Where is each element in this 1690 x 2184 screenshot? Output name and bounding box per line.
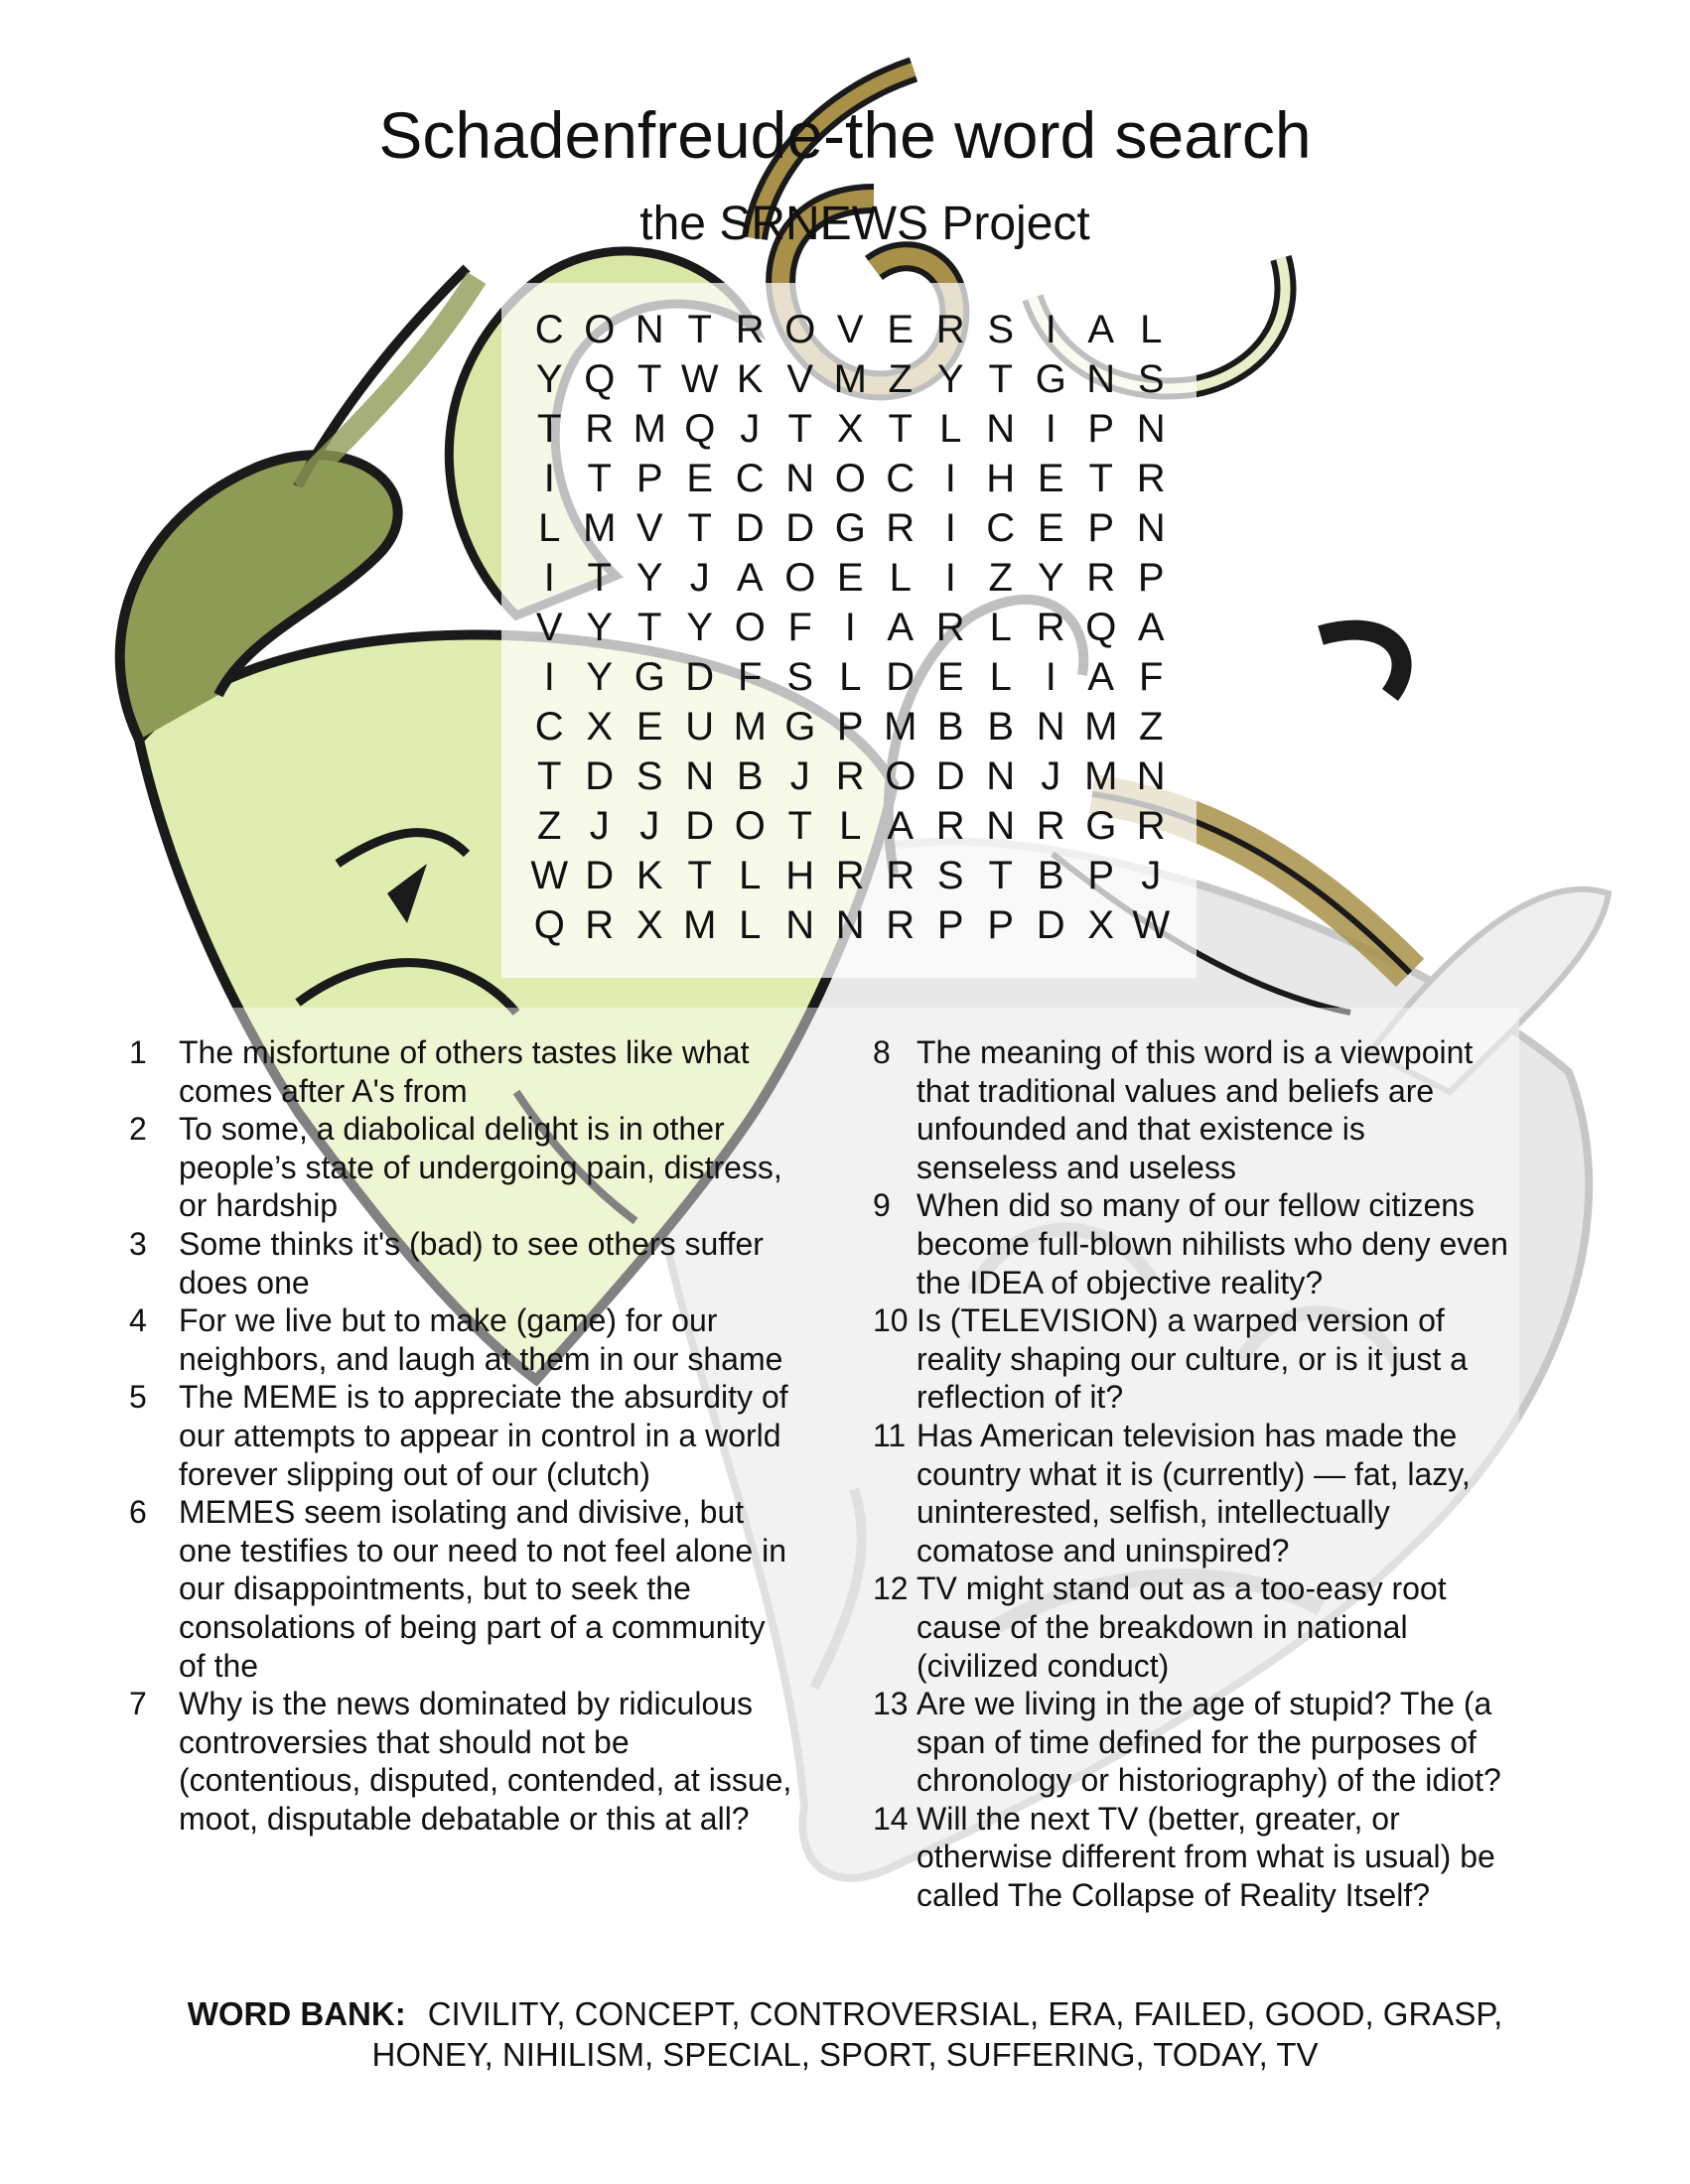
clue-number: 3 (129, 1225, 147, 1262)
grid-letter: M (633, 407, 666, 451)
grid-letter: G (784, 705, 816, 749)
page-subtitle: the SRNEWS Project (639, 198, 1090, 250)
clue-text: When did so many of our fellow citizens become full-blown nihilists who deny even the IDEA of objective reality? (916, 1187, 1508, 1300)
grid-letter: I (1045, 655, 1056, 699)
grid-letter: M (833, 357, 867, 401)
grid-letter: V (535, 606, 563, 649)
grid-letter: R (1036, 804, 1065, 848)
grid-letter: X (635, 903, 663, 947)
grid-letter: W (680, 357, 719, 401)
grid-letter: S (786, 655, 814, 699)
grid-letter: Z (888, 357, 913, 401)
grid-letter: D (785, 506, 815, 550)
clue-number: 13 (873, 1686, 909, 1722)
grid-letter: M (1084, 754, 1118, 798)
grid-letter: B (736, 754, 764, 798)
grid-letter: N (1086, 357, 1116, 401)
grid-letter: Y (586, 606, 614, 649)
grid-letter: T (537, 407, 562, 451)
grid-letter: J (689, 556, 710, 600)
grid-letter: C (534, 308, 564, 351)
grid-letter: N (986, 407, 1016, 451)
grid-letter: T (988, 854, 1013, 897)
grid-letter: T (687, 506, 712, 550)
grid-letter: O (784, 308, 816, 351)
grid-letter: N (785, 903, 815, 947)
clue-text: Will the next TV (better, greater, or otherwise different from what is usual) be called The Collapse of Reality Itself? (916, 1800, 1495, 1914)
grid-letter: Z (537, 804, 562, 848)
grid-letter: N (685, 754, 715, 798)
grid-letter: N (986, 804, 1016, 848)
grid-letter: A (887, 606, 915, 649)
clue-text: Has American television has made the country what it is (currently) — fat, lazy, uninterested, selfish, intellectually comatose and uninspired? (916, 1417, 1471, 1569)
grid-letter: D (886, 655, 915, 699)
clue-item (119, 1033, 794, 1110)
grid-letter: J (1141, 854, 1162, 897)
grid-letter: P (1087, 854, 1115, 897)
grid-letter: F (738, 655, 763, 699)
grid-letter: T (787, 407, 812, 451)
clue-number: 10 (873, 1302, 909, 1339)
clue-number: 4 (129, 1302, 147, 1339)
grid-letter: A (1087, 655, 1115, 699)
grid-letter: I (944, 556, 956, 600)
word-bank-label: WORD BANK: (187, 1995, 406, 2032)
grid-letter: I (1045, 407, 1056, 451)
grid-letter: T (988, 357, 1013, 401)
clue-item (119, 1493, 794, 1685)
grid-letter: D (1036, 903, 1065, 947)
grid-letter: A (1137, 606, 1165, 649)
grid-letter: T (537, 754, 562, 798)
clue-number: 6 (129, 1494, 147, 1531)
grid-letter: D (685, 655, 715, 699)
grid-letter: B (987, 705, 1015, 749)
grid-letter: K (736, 357, 764, 401)
grid-letter: H (986, 457, 1016, 500)
clue-text: Why is the news dominated by ridiculous controversies that should not be (contentious, disputed, contended, at issue, moot, disputable debatable or this at all? (179, 1686, 792, 1837)
clue-number: 11 (873, 1417, 907, 1453)
grid-letter: N (1136, 754, 1166, 798)
grid-letter: C (886, 457, 915, 500)
clue-item (859, 1685, 1514, 1800)
grid-letter: R (1036, 606, 1065, 649)
clue-number: 1 (129, 1034, 147, 1070)
grid-letter: F (787, 606, 812, 649)
grid-letter: B (1037, 854, 1064, 897)
grid-letter: J (1041, 754, 1061, 798)
grid-letter: T (587, 457, 612, 500)
grid-letter: I (844, 606, 856, 649)
grid-letter: G (834, 506, 866, 550)
grid-letter: Z (988, 556, 1013, 600)
grid-letter: Y (1037, 556, 1064, 600)
grid-letter: Q (533, 903, 565, 947)
grid-letter: Y (686, 606, 714, 649)
clue-number: 5 (129, 1379, 147, 1416)
grid-letter: T (787, 804, 812, 848)
grid-letter: O (584, 308, 616, 351)
clue-item (119, 1378, 794, 1493)
grid-letter: R (886, 903, 915, 947)
grid-letter: Y (586, 655, 614, 699)
grid-letter: I (1045, 308, 1056, 351)
grid-letter: S (936, 854, 964, 897)
grid-letter: O (834, 457, 866, 500)
grid-letter: I (543, 556, 555, 600)
clue-number: 2 (129, 1111, 147, 1148)
grid-letter: N (634, 308, 664, 351)
grid-letter: Y (635, 556, 663, 600)
clue-item (859, 1800, 1514, 1915)
grid-letter: M (683, 903, 717, 947)
grid-letter: P (987, 903, 1015, 947)
grid-letter: L (1140, 308, 1163, 351)
grid-letter: D (935, 754, 965, 798)
grid-letter: R (1136, 804, 1166, 848)
grid-letter: N (1136, 506, 1166, 550)
grid-letter: L (939, 407, 962, 451)
grid-letter: V (836, 308, 864, 351)
grid-letter: E (887, 308, 915, 351)
word-bank-words-1: CIVILITY, CONCEPT, CONTROVERSIAL, ERA, FAILED, GOOD, GRASP, (427, 1995, 1503, 2032)
grid-letter: L (989, 655, 1012, 699)
grid-letter: G (634, 655, 665, 699)
grid-letter: L (839, 804, 862, 848)
grid-letter: P (836, 705, 864, 749)
clue-number: 8 (873, 1034, 891, 1070)
clue-text: To some, a diabolical delight is in other people’s state of undergoing pain, distress, or hardship (179, 1111, 782, 1224)
grid-letter: R (935, 308, 965, 351)
clue-list-left (119, 1033, 794, 1838)
clue-number: 14 (873, 1800, 909, 1837)
grid-letter: S (635, 754, 663, 798)
grid-letter: Y (936, 357, 964, 401)
grid-letter: R (935, 606, 965, 649)
grid-letter: O (734, 804, 766, 848)
grid-letter: I (944, 457, 956, 500)
clue-number: 12 (873, 1570, 909, 1607)
clue-item (119, 1225, 794, 1301)
grid-letter: V (786, 357, 814, 401)
grid-letter: P (635, 457, 663, 500)
word-bank (0, 1993, 1690, 2075)
clue-text: Some thinks it's (bad) to see others suffer does one (179, 1225, 764, 1300)
grid-letter: E (686, 457, 714, 500)
grid-letter: V (635, 506, 663, 550)
grid-letter: R (886, 854, 915, 897)
grid-letter: R (585, 903, 615, 947)
clue-text: Is (TELEVISION) a warped version of reality shaping our culture, or is it just a reflection of it? (916, 1302, 1468, 1416)
grid-letter: L (989, 606, 1012, 649)
grid-letter: H (785, 854, 815, 897)
grid-letter: L (889, 556, 912, 600)
grid-letter: R (585, 407, 615, 451)
clue-item (859, 1301, 1514, 1417)
clue-item (859, 1570, 1514, 1685)
clue-number: 7 (129, 1686, 147, 1722)
grid-letter: L (839, 655, 862, 699)
grid-letter: J (740, 407, 761, 451)
clue-text: MEMES seem isolating and divisive, but one testifies to our need to not feel alone in our disappointments, but to seek the consolations of being part of a community of the (179, 1494, 786, 1684)
clue-item (119, 1301, 794, 1378)
grid-letter: O (734, 606, 766, 649)
grid-letter: P (1087, 407, 1115, 451)
grid-letter: O (784, 556, 816, 600)
grid-letter: L (538, 506, 561, 550)
grid-letter: T (888, 407, 913, 451)
grid-letter: S (987, 308, 1015, 351)
grid-letter: S (1137, 357, 1165, 401)
grid-letter: M (884, 705, 917, 749)
clue-text: The MEME is to appreciate the absurdity of our attempts to appear in control in a world forever slipping out of our (clutch) (179, 1379, 788, 1492)
grid-letter: L (739, 854, 762, 897)
grid-letter: Q (1085, 606, 1117, 649)
grid-letter: T (687, 854, 712, 897)
grid-letter: G (1085, 804, 1117, 848)
word-search-grid (524, 305, 1180, 950)
grid-letter: Z (1139, 705, 1164, 749)
grid-letter: P (936, 903, 964, 947)
grid-letter: L (739, 903, 762, 947)
grid-letter: A (887, 804, 915, 848)
grid-letter: R (735, 308, 765, 351)
grid-letter: N (785, 457, 815, 500)
grid-letter: J (589, 804, 610, 848)
grid-letter: P (1137, 556, 1165, 600)
grid-letter: X (836, 407, 864, 451)
grid-letter: R (835, 854, 865, 897)
grid-letter: G (1035, 357, 1066, 401)
grid-letter: E (836, 556, 864, 600)
grid-letter: N (1136, 407, 1166, 451)
grid-letter: W (1132, 903, 1171, 947)
grid-letter: T (637, 606, 662, 649)
clue-number: 9 (873, 1187, 891, 1224)
clue-text: The meaning of this word is a viewpoint that traditional values and beliefs are unfounded and that existence is senseless and useless (916, 1034, 1474, 1185)
word-bank-line-1 (0, 1993, 1690, 2034)
grid-letter: T (587, 556, 612, 600)
grid-letter: C (986, 506, 1016, 550)
grid-letter: D (585, 754, 615, 798)
grid-letter: X (586, 705, 614, 749)
clue-text: The misfortune of others tastes like what comes after A's from (179, 1034, 750, 1109)
grid-letter: X (1087, 903, 1115, 947)
grid-letter: E (936, 655, 964, 699)
grid-letter: R (935, 804, 965, 848)
grid-letter: M (1084, 705, 1118, 749)
grid-letter: I (944, 506, 956, 550)
grid-letter: D (685, 804, 715, 848)
grid-letter: R (1086, 556, 1116, 600)
grid-letter: Q (684, 407, 716, 451)
clue-item (119, 1685, 794, 1838)
grid-letter: I (543, 457, 555, 500)
grid-letter: N (1036, 705, 1065, 749)
grid-letter: J (639, 804, 660, 848)
grid-letter: K (635, 854, 663, 897)
grid-letter: F (1139, 655, 1164, 699)
clue-item (859, 1186, 1514, 1301)
grid-letter: E (1037, 457, 1064, 500)
grid-letter: P (1087, 506, 1115, 550)
grid-letter: C (534, 705, 564, 749)
clue-item (859, 1033, 1514, 1186)
grid-letter: N (835, 903, 865, 947)
grid-letter: M (733, 705, 767, 749)
grid-letter: T (637, 357, 662, 401)
grid-letter: R (1136, 457, 1166, 500)
grid-letter: D (585, 854, 615, 897)
grid-letter: B (936, 705, 964, 749)
grid-letter: M (583, 506, 617, 550)
grid-letter: A (736, 556, 764, 600)
clue-text: For we live but to make (game) for our neighbors, and laugh at them in our shame (179, 1302, 783, 1377)
word-bank-line-2: HONEY, NIHILISM, SPECIAL, SPORT, SUFFERING, TODAY, TV (371, 2036, 1319, 2073)
grid-letter: U (685, 705, 715, 749)
clue-text: TV might stand out as a too-easy root cause of the breakdown in national (civilized conduct) (916, 1570, 1447, 1684)
grid-letter: Q (584, 357, 616, 401)
grid-letter: I (543, 655, 555, 699)
grid-letter: T (687, 308, 712, 351)
grid-letter: N (986, 754, 1016, 798)
clue-list-right (859, 1033, 1514, 1915)
page-title: Schadenfreude-the word search (378, 98, 1312, 172)
grid-letter: R (886, 506, 915, 550)
grid-letter: O (885, 754, 916, 798)
clue-item (119, 1110, 794, 1225)
grid-letter: R (835, 754, 865, 798)
grid-letter: C (735, 457, 765, 500)
grid-letter: E (635, 705, 663, 749)
clue-item (859, 1417, 1514, 1570)
grid-letter: W (530, 854, 569, 897)
grid-letter: J (789, 754, 810, 798)
grid-letter: Y (535, 357, 563, 401)
grid-letter: D (735, 506, 765, 550)
clue-text: Are we living in the age of stupid? The (a span of time defined for the purposes of chronology or historiography) of the idiot? (916, 1686, 1501, 1799)
grid-letter: A (1087, 308, 1115, 351)
grid-letter: E (1037, 506, 1064, 550)
grid-letter: T (1088, 457, 1113, 500)
